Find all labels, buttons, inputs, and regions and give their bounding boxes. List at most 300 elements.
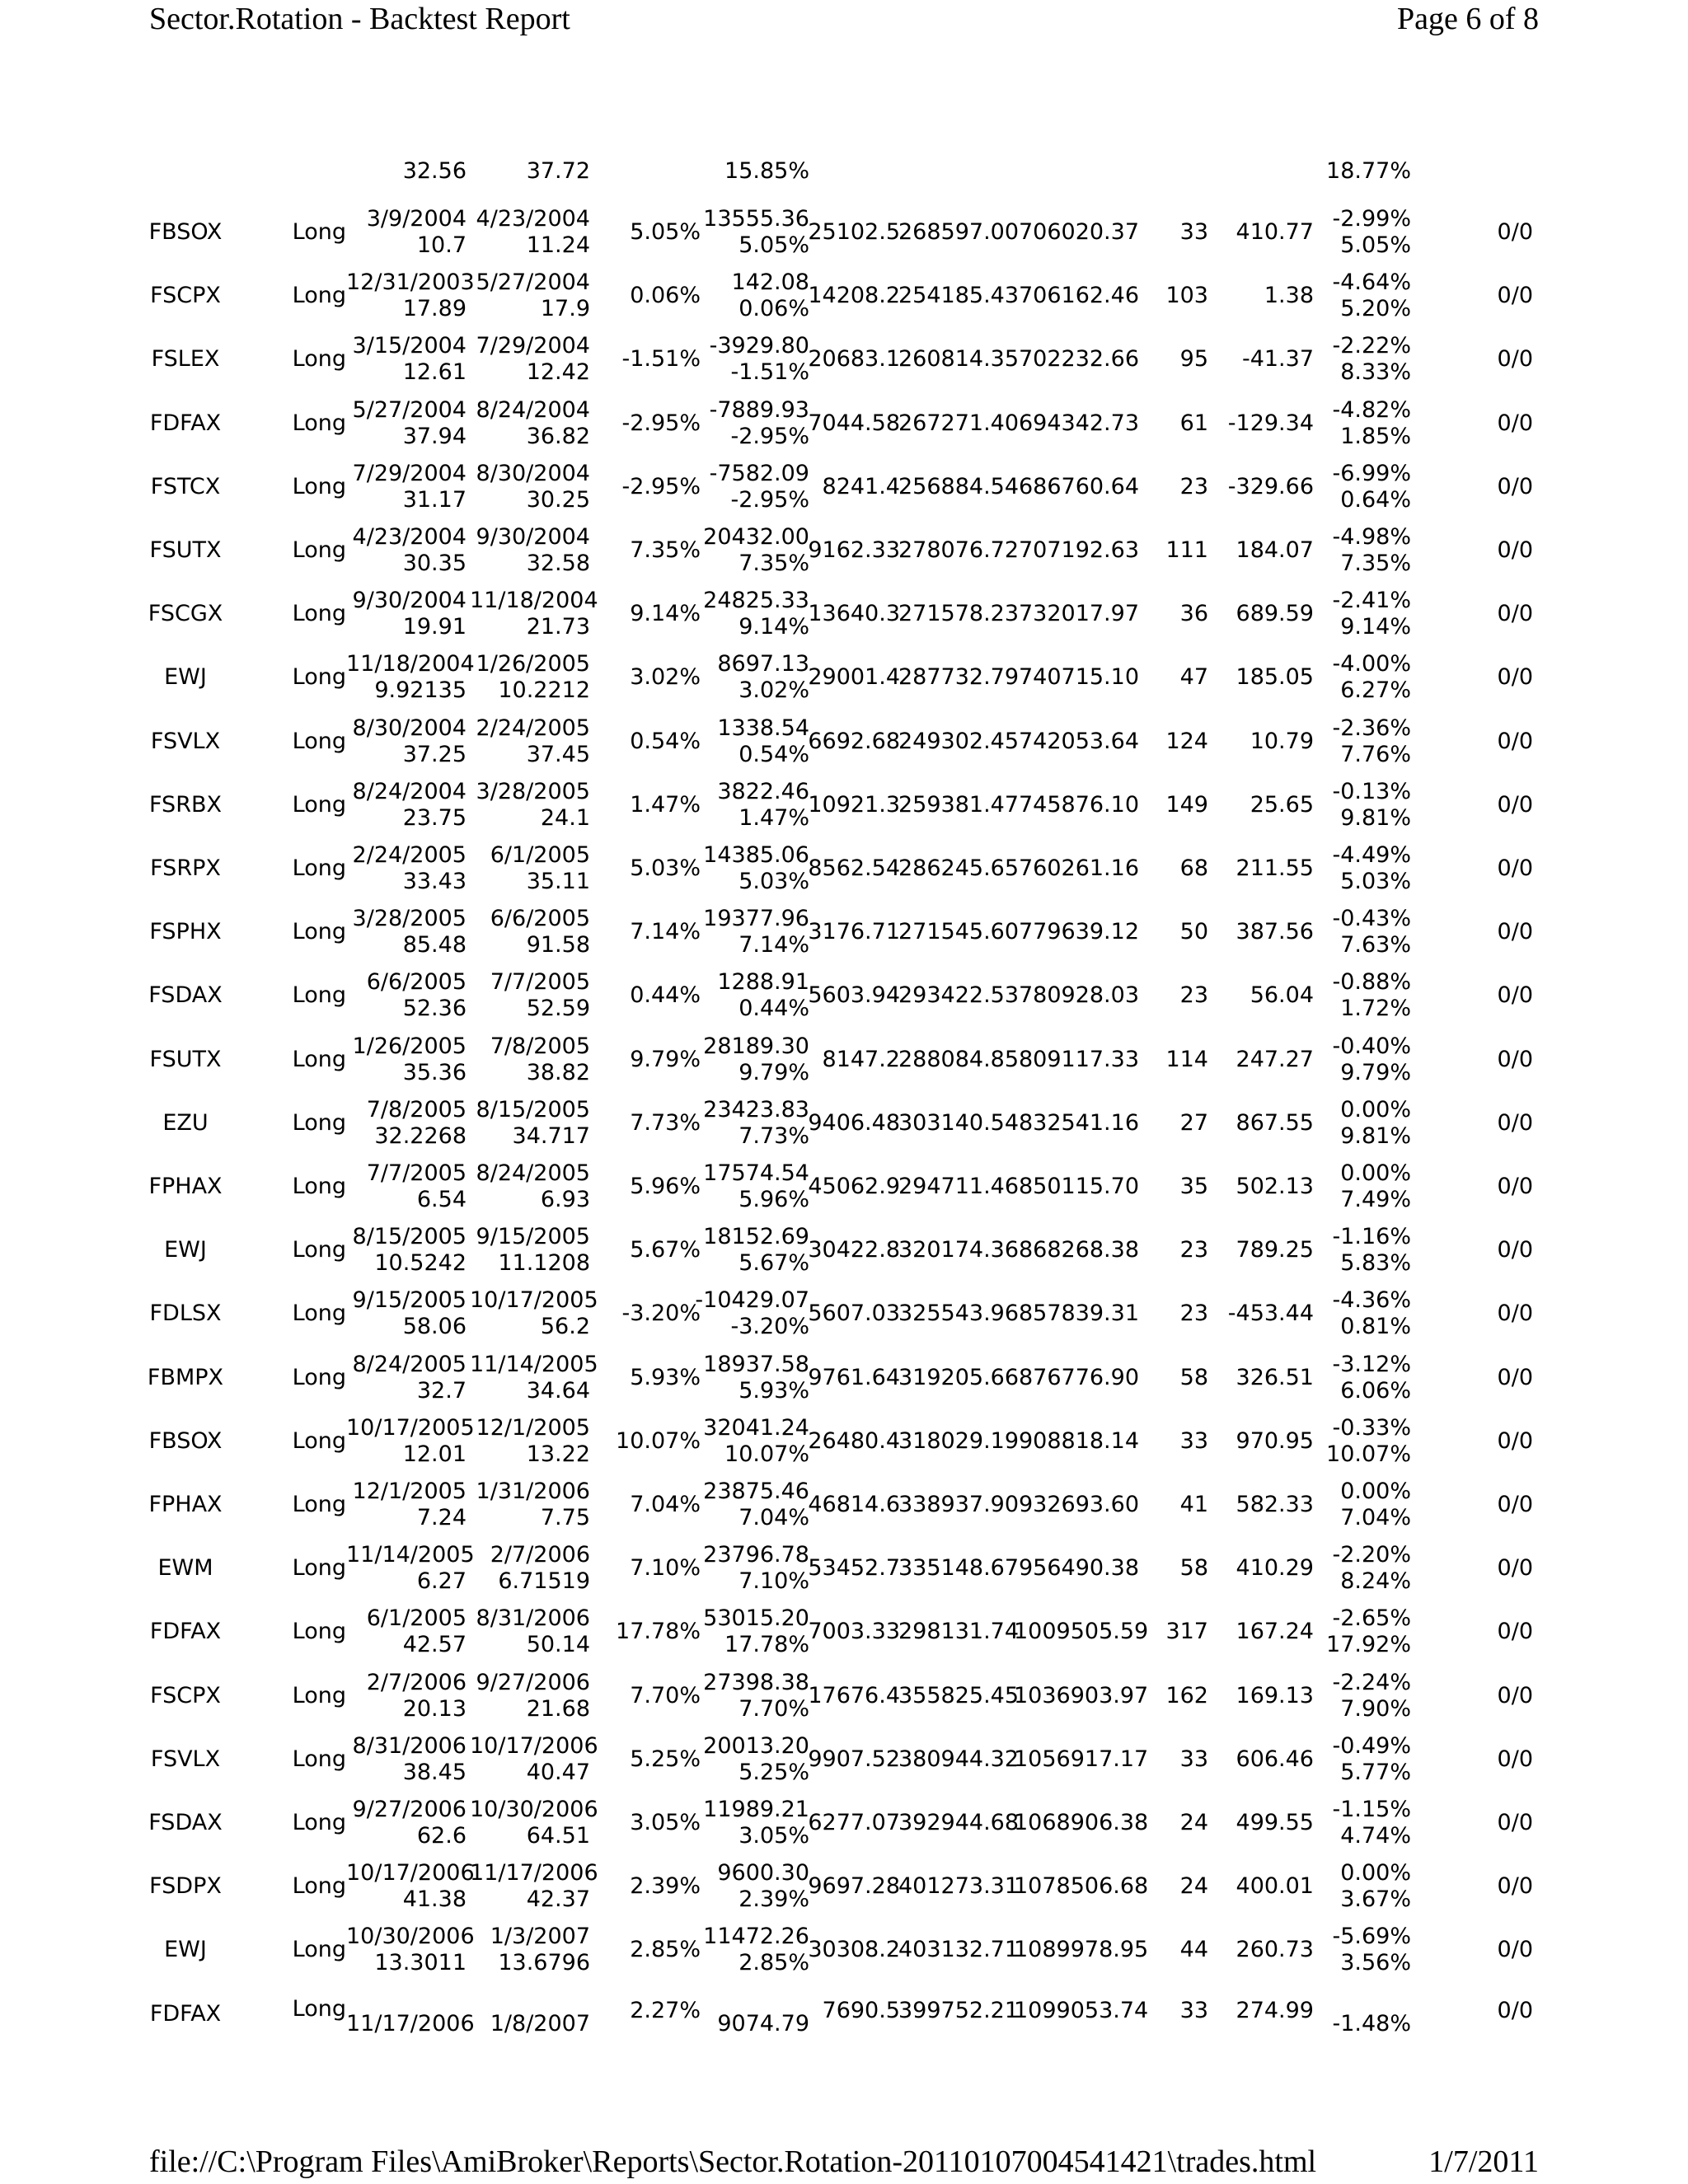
trade-profit-pct: 5.03% [738,869,809,894]
trade-pos-value: 7044.58 [808,410,900,436]
trade-entry-price: 6.54 [416,1187,467,1212]
trade-profit: 11472.26 [703,1924,809,1950]
trade-entry-date: 6/6/2005 [366,969,467,996]
trade-symbol: FSUTX [149,1046,222,1072]
trade-mfe: 0.64% [1340,486,1411,513]
trade-mfe: 4.74% [1340,1823,1411,1849]
trade-symbol: FSRBX [149,791,222,818]
trade-pct-chg: 1.47% [630,791,701,818]
trade-equity: 780928.03 [1018,982,1139,1009]
trade-bars: 23 [1179,1237,1208,1263]
trade-scale: 0/0 [1497,283,1533,309]
trade-exit-date: 10/17/2006 [470,1732,598,1759]
trade-profit-per-bar: 502.13 [1236,1174,1314,1199]
trade-profit: 18152.69 [703,1224,809,1250]
trade-profit-pct: 2.85% [738,1950,809,1976]
trade-bars: 317 [1165,1619,1208,1645]
trade-profit: 13555.36 [703,206,809,232]
trade-entry-date: 12/1/2005 [352,1479,467,1504]
trade-profit-pct: 3.05% [738,1823,809,1849]
trade-pct-chg: 10.07% [616,1427,701,1454]
trade-exit-date: 8/15/2005 [476,1096,590,1122]
trade-mfe: 9.14% [1340,614,1411,640]
trade-pct-chg: 7.73% [630,1109,701,1136]
trade-exit-date: 11/17/2006 [470,1860,598,1886]
fragment-max-up: 18.77% [1326,158,1411,184]
trade-bars: 47 [1179,664,1208,691]
trade-mfe: 5.77% [1340,1759,1411,1785]
trade-mae: -2.36% [1332,715,1411,741]
trade-mae: 0.00% [1340,1860,1411,1886]
trade-equity: 908818.14 [1018,1427,1139,1454]
trade-pos-value: 5607.03 [808,1301,900,1327]
trade-symbol: FSTCX [150,473,221,499]
trade-mae: -4.98% [1332,524,1411,550]
trade-mfe: 0.81% [1340,1314,1411,1340]
trade-profit: 53015.20 [703,1605,809,1632]
trade-entry-price: 52.36 [402,996,467,1022]
trade-entry-date: 10/30/2006 [346,1924,475,1950]
trade-equity: 732017.97 [1018,601,1139,627]
trade-mae: -4.36% [1332,1287,1411,1314]
trade-profit: 142.08 [731,269,809,296]
trade-mae: -0.43% [1332,906,1411,932]
trade-mae: -1.15% [1332,1797,1411,1822]
trade-entry-price: 19.91 [402,614,467,640]
trade-bars: 23 [1179,1301,1208,1327]
trade-profit-per-bar: 169.13 [1236,1682,1314,1708]
trade-pct-chg: 9.79% [630,1046,701,1072]
trade-symbol: FSDAX [148,982,223,1009]
trade-mae: -3.12% [1332,1351,1411,1377]
trade-equity: 740715.10 [1018,664,1139,691]
trade-symbol: FSCGX [148,601,223,627]
trade-symbol: FSDPX [149,1873,222,1900]
trade-scale: 0/0 [1497,1555,1533,1582]
trade-scale: 0/0 [1497,1364,1533,1390]
trade-scale: 0/0 [1497,919,1533,945]
trade-mae: -2.20% [1332,1542,1411,1568]
trade-trade: Long [292,1237,346,1263]
trade-exit-price: 7.75 [540,1505,590,1530]
trade-pos-value: 10921.3 [808,791,900,818]
trade-entry-price: 9.92135 [374,677,467,704]
fragment-exit-price: 37.72 [526,158,590,184]
fragment-profit-pct: 15.85% [724,158,809,184]
trade-pos-value: 53452.7 [808,1555,900,1582]
trade-equity: 1056917.17 [1014,1746,1149,1772]
trade-cum-profit: 256884.54 [898,473,1020,499]
trade-trade: Long [292,601,346,627]
trade-bars: 23 [1179,982,1208,1009]
trade-cum-profit: 267271.40 [898,410,1020,436]
trade-profit-pct: -2.95% [730,423,809,449]
trade-exit-date: 11/14/2005 [470,1351,598,1377]
trade-bars: 23 [1179,473,1208,499]
trade-exit-price: 21.73 [526,614,590,640]
trade-mae: -0.88% [1332,969,1411,996]
trade-profit: 19377.96 [703,906,809,932]
trade-bars: 50 [1179,919,1208,945]
trade-equity: 760261.16 [1018,855,1139,881]
trade-entry-price: 20.13 [402,1695,467,1722]
trade-trade: Long [292,1427,346,1454]
trade-profit-per-bar: -453.44 [1227,1301,1314,1327]
trade-mae: -1.16% [1332,1224,1411,1250]
trade-pos-value: 45062.9 [808,1174,900,1199]
trade-profit: 14385.06 [703,842,809,868]
trade-profit-per-bar: 970.95 [1236,1427,1314,1454]
trade-profit-pct: 7.70% [738,1695,809,1722]
trade-symbol: FSLEX [151,346,220,373]
trade-profit-pct: -3.20% [730,1314,809,1340]
trade-profit-pct: 5.25% [738,1759,809,1785]
trade-entry-price: 42.57 [402,1632,467,1658]
trade-equity: 706020.37 [1018,219,1139,245]
trade-profit-per-bar: -41.37 [1241,346,1314,373]
trade-cum-profit: 286245.65 [898,855,1020,881]
trade-scale: 0/0 [1497,1109,1533,1136]
trade-entry-price: 7.24 [416,1505,467,1530]
trade-exit-date: 3/28/2005 [476,778,590,804]
trade-entry-date: 8/30/2004 [352,715,467,741]
trade-equity: 694342.73 [1018,410,1139,436]
trade-bars: 58 [1179,1555,1208,1582]
trade-pos-value: 7003.33 [808,1619,900,1645]
trade-mfe: 7.63% [1340,932,1411,958]
trade-exit-price: 91.58 [526,932,590,958]
trade-cum-profit: 268597.00 [898,219,1020,245]
trade-entry-price: 30.35 [402,551,467,576]
last-trade-exit-date: 1/8/2007 [490,2010,590,2036]
trade-mae: -4.49% [1332,842,1411,868]
trade-mfe: 7.90% [1340,1695,1411,1722]
trade-equity: 868268.38 [1018,1237,1139,1263]
trade-scale: 0/0 [1497,1237,1533,1263]
trade-pct-chg: -3.20% [621,1301,701,1327]
last-trade-bars: 33 [1179,1997,1208,2023]
trade-exit-price: 64.51 [526,1823,590,1849]
trade-profit-per-bar: -129.34 [1227,410,1314,436]
trade-profit: 8697.13 [717,651,809,677]
trade-entry-date: 11/18/2004 [346,651,475,677]
trade-pos-value: 29001.4 [808,664,900,691]
trade-profit: 11989.21 [703,1797,809,1822]
trade-profit-pct: 0.54% [738,741,809,767]
trade-pos-value: 9406.48 [808,1109,900,1136]
trade-mae: -5.69% [1332,1924,1411,1950]
trade-pos-value: 5603.94 [808,982,900,1009]
last-trade-profit: 9074.79 [717,2010,809,2036]
trade-pct-chg: 7.14% [630,919,701,945]
trade-symbol: FBSOX [148,1427,223,1454]
trade-profit-per-bar: 410.77 [1236,219,1314,245]
trade-profit-pct: 7.73% [738,1122,809,1149]
trade-pos-value: 8562.54 [808,855,900,881]
last-trade-pos-value: 7690.5 [822,1997,900,2023]
trade-entry-price: 23.75 [402,804,467,831]
trade-entry-price: 10.5242 [374,1250,467,1277]
trade-pos-value: 26480.4 [808,1427,900,1454]
trade-bars: 44 [1179,1937,1208,1963]
trade-profit-per-bar: 400.01 [1236,1873,1314,1900]
trade-profit: -3929.80 [709,333,809,359]
trade-equity: 850115.70 [1018,1174,1139,1199]
trade-profit: -7582.09 [709,460,809,486]
trade-mfe: 5.20% [1340,296,1411,322]
trade-trade: Long [292,791,346,818]
trade-equity: 832541.16 [1018,1109,1139,1136]
trade-cum-profit: 380944.32 [898,1746,1020,1772]
trade-mae: -6.99% [1332,460,1411,486]
trade-exit-price: 11.1208 [498,1250,590,1277]
trade-cum-profit: 319205.66 [898,1364,1020,1390]
trade-entry-price: 37.25 [402,741,467,767]
trade-pct-chg: 0.54% [630,728,701,754]
trade-entry-date: 10/17/2006 [346,1860,475,1886]
trade-profit-pct: 9.14% [738,614,809,640]
trade-pos-value: 13640.3 [808,601,900,627]
trade-equity: 1009505.59 [1014,1619,1149,1645]
trade-pos-value: 30422.8 [808,1237,900,1263]
trade-profit-per-bar: -329.66 [1227,473,1314,499]
trade-scale: 0/0 [1497,791,1533,818]
trade-entry-date: 8/15/2005 [352,1224,467,1250]
trade-exit-date: 6/1/2005 [490,842,590,868]
trade-scale: 0/0 [1497,1810,1533,1835]
trade-entry-price: 12.61 [402,359,467,386]
trade-cum-profit: 325543.96 [898,1301,1020,1327]
trade-trade: Long [292,664,346,691]
trade-pos-value: 9907.52 [808,1746,900,1772]
trade-cum-profit: 249302.45 [898,728,1020,754]
trade-cum-profit: 403132.71 [898,1937,1020,1963]
trade-mae: -0.33% [1332,1414,1411,1441]
trade-trade: Long [292,1492,346,1517]
trade-symbol: FPHAX [148,1492,223,1517]
trade-entry-date: 9/27/2006 [352,1797,467,1822]
trade-entry-date: 8/24/2004 [352,778,467,804]
trade-mae: 0.00% [1340,1160,1411,1186]
trade-trade: Long [292,1937,346,1963]
trade-mfe: 7.04% [1340,1505,1411,1530]
trade-entry-date: 9/30/2004 [352,588,467,614]
last-trade-equity: 1099053.74 [1014,1997,1149,2023]
trade-exit-price: 13.6796 [498,1950,590,1976]
trade-exit-date: 1/26/2005 [476,651,590,677]
trade-entry-price: 6.27 [416,1568,467,1595]
trade-pct-chg: 5.25% [630,1746,701,1772]
trade-entry-price: 58.06 [402,1314,467,1340]
trade-profit-per-bar: 56.04 [1250,982,1314,1009]
trade-mae: -0.13% [1332,778,1411,804]
trade-exit-date: 8/30/2004 [476,460,590,486]
trade-bars: 149 [1165,791,1208,818]
trade-scale: 0/0 [1497,219,1533,245]
trade-pct-chg: -2.95% [621,410,701,436]
trade-profit: 23423.83 [703,1096,809,1122]
trade-profit: 1338.54 [717,715,809,741]
trade-mfe: 9.81% [1340,804,1411,831]
trade-profit-pct: 2.39% [738,1886,809,1913]
trade-profit: -7889.93 [709,396,809,423]
trade-mfe: 9.79% [1340,1059,1411,1085]
trade-entry-date: 4/23/2004 [352,524,467,550]
trade-symbol: EWJ [164,664,207,691]
trade-trade: Long [292,1873,346,1900]
trade-pos-value: 20683.1 [808,346,900,373]
trade-pct-chg: 3.05% [630,1810,701,1835]
trade-scale: 0/0 [1497,728,1533,754]
trade-profit-per-bar: 247.27 [1236,1046,1314,1072]
trade-pos-value: 17676.4 [808,1682,900,1708]
trade-profit-per-bar: 184.07 [1236,537,1314,563]
trade-equity: 809117.33 [1018,1046,1139,1072]
trade-mfe: 8.24% [1340,1568,1411,1595]
last-trade-pct-chg: 2.27% [630,1997,701,2023]
trade-pos-value: 6277.07 [808,1810,900,1835]
trade-mae: -2.24% [1332,1669,1411,1695]
last-trade-trade: Long [292,1995,346,2022]
trade-cum-profit: 318029.19 [898,1427,1020,1454]
trade-trade: Long [292,855,346,881]
trade-scale: 0/0 [1497,346,1533,373]
trade-equity: 932693.60 [1018,1492,1139,1517]
trade-equity: 876776.90 [1018,1364,1139,1390]
trade-mae: -4.64% [1332,269,1411,296]
trade-cum-profit: 294711.46 [898,1174,1020,1199]
trade-trade: Long [292,1364,346,1390]
trade-profit: 23796.78 [703,1542,809,1568]
trade-pos-value: 8241.4 [822,473,900,499]
trade-exit-price: 6.71519 [498,1568,590,1595]
trade-profit: 9600.30 [717,1860,809,1886]
trade-bars: 33 [1179,219,1208,245]
trade-symbol: FSUTX [149,537,222,563]
trade-mae: -0.49% [1332,1732,1411,1759]
trade-exit-price: 52.59 [526,996,590,1022]
trade-bars: 24 [1179,1810,1208,1835]
trade-entry-date: 2/24/2005 [352,842,467,868]
trade-bars: 68 [1179,855,1208,881]
trade-equity: 745876.10 [1018,791,1139,818]
last-trade-cum-profit: 399752.21 [898,1997,1020,2023]
trade-exit-price: 13.22 [526,1441,590,1467]
trade-symbol: FBMPX [147,1364,224,1390]
trade-bars: 58 [1179,1364,1208,1390]
trade-pct-chg: 0.06% [630,283,701,309]
trade-profit-pct: 7.10% [738,1568,809,1595]
trade-equity: 707192.63 [1018,537,1139,563]
trade-profit: 32041.24 [703,1414,809,1441]
trade-profit-pct: 0.44% [738,996,809,1022]
trade-entry-date: 8/31/2006 [352,1732,467,1759]
file-path: file://C:\Program Files\AmiBroker\Reports\Sector.Rotation-20110107004541421\trades.html [149,2144,1317,2179]
trade-exit-price: 6.93 [540,1187,590,1212]
trade-scale: 0/0 [1497,537,1533,563]
trade-symbol: FSCPX [150,283,221,309]
trade-mae: -2.99% [1332,206,1411,232]
trade-mfe: 1.72% [1340,996,1411,1022]
trade-symbol: FSPHX [149,919,222,945]
trade-profit-pct: -2.95% [730,486,809,513]
trade-bars: 33 [1179,1746,1208,1772]
trade-trade: Long [292,1619,346,1645]
trade-exit-date: 9/30/2004 [476,524,590,550]
trade-profit: 23875.46 [703,1479,809,1504]
trade-mfe: 3.56% [1340,1950,1411,1976]
trade-equity: 702232.66 [1018,346,1139,373]
trade-symbol: FSCPX [150,1682,221,1708]
trade-pct-chg: 2.39% [630,1873,701,1900]
trade-trade: Long [292,728,346,754]
trade-entry-price: 13.3011 [374,1950,467,1976]
trade-profit-per-bar: 499.55 [1236,1810,1314,1835]
trade-exit-date: 4/23/2004 [476,206,590,232]
trade-exit-price: 35.11 [526,869,590,894]
trade-entry-date: 11/14/2005 [346,1542,475,1568]
report-title: Sector.Rotation - Backtest Report [149,2,570,36]
trade-scale: 0/0 [1497,982,1533,1009]
trade-entry-price: 37.94 [402,423,467,449]
trade-exit-price: 42.37 [526,1886,590,1913]
trade-mfe: 6.27% [1340,677,1411,704]
trade-pct-chg: -1.51% [621,346,701,373]
trade-pct-chg: 9.14% [630,601,701,627]
trade-exit-date: 9/27/2006 [476,1669,590,1695]
trade-entry-price: 41.38 [402,1886,467,1913]
trade-symbol: FDFAX [149,410,222,436]
trade-profit-pct: 17.78% [724,1632,809,1658]
trade-exit-price: 40.47 [526,1759,590,1785]
trade-exit-date: 8/24/2005 [476,1160,590,1186]
trade-mae: -2.41% [1332,588,1411,614]
trade-mfe: 3.67% [1340,1886,1411,1913]
trade-symbol: EZU [162,1109,209,1136]
trade-cum-profit: 303140.54 [898,1109,1020,1136]
trade-symbol: EWJ [164,1237,207,1263]
trade-pos-value: 25102.5 [808,219,900,245]
trade-scale: 0/0 [1497,855,1533,881]
trade-bars: 111 [1165,537,1208,563]
trade-exit-date: 9/15/2005 [476,1224,590,1250]
trade-equity: 686760.64 [1018,473,1139,499]
trade-mae: -4.82% [1332,396,1411,423]
trade-scale: 0/0 [1497,1619,1533,1645]
trade-entry-price: 31.17 [402,486,467,513]
trade-entry-price: 33.43 [402,869,467,894]
trade-exit-date: 5/27/2004 [476,269,590,296]
trade-profit: 1288.91 [717,969,809,996]
trade-profit-per-bar: 789.25 [1236,1237,1314,1263]
trade-trade: Long [292,283,346,309]
trade-profit-per-bar: 410.29 [1236,1555,1314,1582]
trade-cum-profit: 355825.45 [898,1682,1020,1708]
trade-profit-pct: 5.05% [738,232,809,258]
trade-profit-pct: 9.79% [738,1059,809,1085]
trade-entry-price: 85.48 [402,932,467,958]
trade-profit-per-bar: 260.73 [1236,1937,1314,1963]
fragment-entry-price: 32.56 [402,158,467,184]
trade-profit: 3822.46 [717,778,809,804]
trade-profit: -10429.07 [695,1287,809,1314]
trade-cum-profit: 278076.72 [898,537,1020,563]
trade-profit-per-bar: 185.05 [1236,664,1314,691]
trade-exit-date: 10/30/2006 [470,1797,598,1822]
trade-mfe: 7.49% [1340,1187,1411,1212]
trade-equity: 1078506.68 [1014,1873,1149,1900]
trade-profit-per-bar: 211.55 [1236,855,1314,881]
